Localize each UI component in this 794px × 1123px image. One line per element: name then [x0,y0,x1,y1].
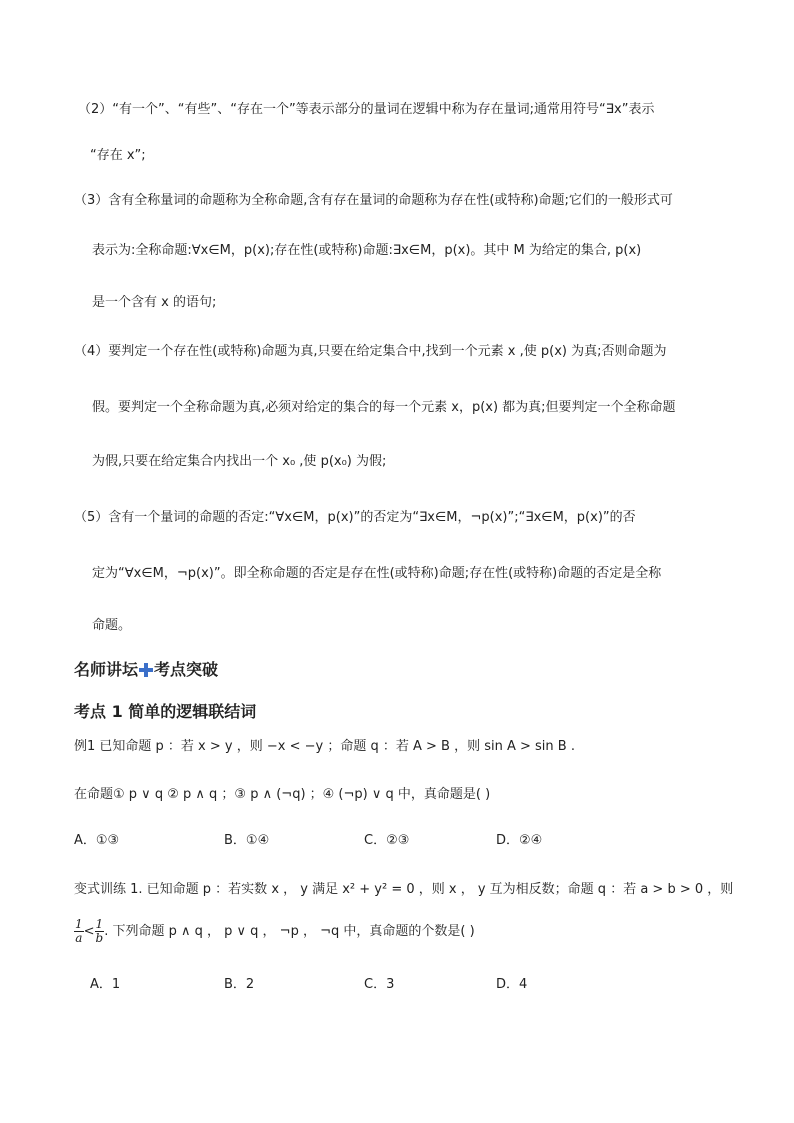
variant1-line2 [74,918,475,945]
variant1-option-b: B．2 [224,977,255,992]
item3-line2: 表示为:全称命题:∀x∈M，p(x);存在性(或特称)命题:∃x∈M，p(x)。其中 M 为给定的集合, p(x) [92,243,642,258]
variant1-line2-text: . 下列命题 p ∧ q ， p ∨ q ， ¬p ， ¬q 中，真命题的个数是( ) [104,924,475,939]
cross-icon [139,662,153,676]
item4-line1: （4）要判定一个存在性(或特称)命题为真,只要在给定集合中,找到一个元素 x ,使 p(x) 为真;否则命题为 [74,344,667,359]
example1-option-c: C．②③ [364,833,410,848]
less-than-sign: < [83,924,95,939]
item4-line2: 假。要判定一个全称命题为真,必须对给定的集合的每一个元素 x，p(x) 都为真;但要判定一个全称命题 [92,400,676,415]
item5-line3: 命题。 [92,618,132,633]
variant1-option-a: A．1 [90,977,121,992]
example1-option-d: D．②④ [496,833,543,848]
item5-line1: （5）含有一个量词的命题的否定:“∀x∈M，p(x)”的否定为“∃x∈M，¬p(x)”;“∃x∈M，p(x)”的否 [74,510,636,525]
item2-line1: （2）“有一个”、“有些”、“存在一个”等表示部分的量词在逻辑中称为存在量词;通常用符号“∃x”表示 [78,102,655,117]
item5-line2: 定为“∀x∈M，¬p(x)”。即全称命题的否定是存在性(或特称)命题;存在性(或特称)命题的否定是全称 [92,566,662,581]
item3-line1: （3）含有全称量词的命题称为全称命题,含有存在量词的命题称为存在性(或特称)命题;它们的一般形式可 [74,193,673,208]
example1-option-a: A．①③ [74,833,120,848]
item3-line3: 是一个含有 x 的语句; [92,295,217,310]
section-title-right: 考点突破 [154,660,219,679]
item2-line2: “存在 x”; [90,148,146,163]
section-title-left: 名师讲坛 [74,660,139,679]
example1-option-b: B．①④ [224,833,270,848]
variant1-option-c: C．3 [364,977,395,992]
example1-line2: 在命题① p ∨ q ② p ∧ q ；③ p ∧ (¬q) ；④ (¬p) ∨ q 中，真命题是( ) [74,787,491,802]
topic-heading: 考点 1 简单的逻辑联结词 [74,702,257,721]
fraction-1-over-a: $\frac{1}{a}$ [75,917,83,945]
section-title [74,657,218,680]
example1-line1: 例1 已知命题 p ：若 x > y ，则 −x < −y ；命题 q ：若 A > B ，则 sin A > sin B . [74,739,575,754]
variant1-line1: 变式训练 1. 已知命题 p ：若实数 x ， y 满足 x² + y² = 0 ，则 x ， y 互为相反数；命题 q ：若 a > b > 0 ，则 [74,882,734,897]
item4-line3: 为假,只要在给定集合内找出一个 x₀ ,使 p(x₀) 为假; [92,454,387,469]
variant1-option-d: D．4 [496,977,528,992]
fraction-1-over-b: $\frac{1}{b}$ [95,917,104,945]
